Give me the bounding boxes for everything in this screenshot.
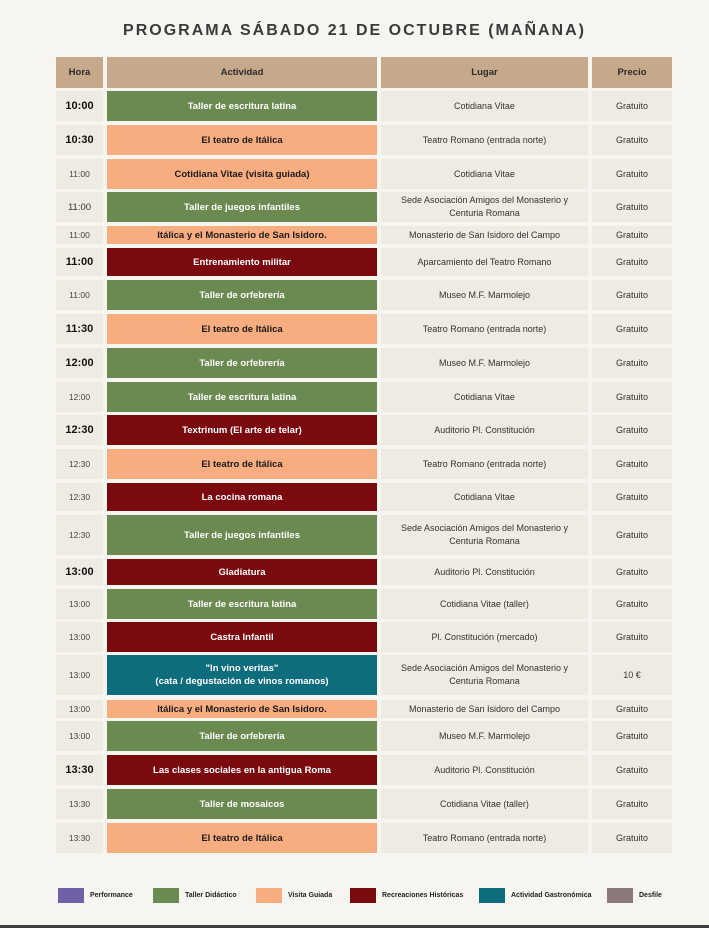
cell-hora: 13:00 (56, 700, 103, 718)
cell-lugar: Sede Asociación Amigos del Monasterio y Centuria Romana (381, 655, 588, 695)
table-row (56, 348, 672, 378)
cell-lugar: Auditorio Pl. Constitución (381, 559, 588, 585)
cell-actividad: Itálica y el Monasterio de San Isidoro. (107, 700, 377, 718)
cell-precio: Gratuito (592, 449, 672, 479)
cell-precio: 10 € (592, 655, 672, 695)
cell-precio: Gratuito (592, 226, 672, 244)
table-row (56, 823, 672, 853)
cell-actividad: Taller de juegos infantiles (107, 192, 377, 222)
legend-swatch (153, 888, 179, 903)
cell-precio: Gratuito (592, 314, 672, 344)
table-row (56, 192, 672, 222)
page-title: PROGRAMA SÁBADO 21 DE OCTUBRE (MAÑANA) (123, 22, 586, 39)
cell-lugar: Teatro Romano (entrada norte) (381, 125, 588, 155)
legend-label: Recreaciones Históricas (382, 891, 464, 899)
legend-swatch (256, 888, 282, 903)
table-row (56, 589, 672, 619)
cell-precio: Gratuito (592, 755, 672, 785)
legend-label: Taller Didáctico (185, 891, 237, 899)
table-row (56, 755, 672, 785)
cell-lugar: Sede Asociación Amigos del Monasterio y Centuria Romana (381, 515, 588, 555)
cell-precio: Gratuito (592, 248, 672, 276)
cell-lugar: Cotidiana Vitae (381, 382, 588, 412)
table-row (56, 449, 672, 479)
cell-precio: Gratuito (592, 622, 672, 652)
cell-precio: Gratuito (592, 721, 672, 751)
cell-lugar: Cotidiana Vitae (taller) (381, 589, 588, 619)
table-row (56, 314, 672, 344)
cell-precio: Gratuito (592, 280, 672, 310)
cell-hora: 13:30 (56, 823, 103, 853)
cell-actividad: Taller de orfebrería (107, 280, 377, 310)
cell-hora: 13:00 (56, 721, 103, 751)
table-row (56, 655, 672, 695)
table-row (56, 280, 672, 310)
header-actividad: Actividad (107, 57, 377, 88)
cell-hora: 10:00 (56, 91, 103, 121)
cell-hora: 13:30 (56, 755, 103, 785)
cell-actividad: Taller de escritura latina (107, 589, 377, 619)
cell-actividad: Cotidiana Vitae (visita guiada) (107, 159, 377, 189)
cell-precio: Gratuito (592, 823, 672, 853)
cell-lugar: Auditorio Pl. Constitución (381, 755, 588, 785)
table-row (56, 700, 672, 718)
cell-hora: 10:30 (56, 125, 103, 155)
cell-precio: Gratuito (592, 348, 672, 378)
cell-lugar: Cotidiana Vitae (taller) (381, 789, 588, 819)
cell-actividad: "In vino veritas" (cata / degustación de vinos romanos) (107, 655, 377, 695)
cell-hora: 11:00 (56, 248, 103, 276)
table-row (56, 622, 672, 652)
cell-lugar: Auditorio Pl. Constitución (381, 415, 588, 445)
legend-label: Actividad Gastronómica (511, 891, 592, 899)
legend-label: Performance (90, 891, 133, 899)
cell-precio: Gratuito (592, 382, 672, 412)
table-row (56, 559, 672, 585)
table-row (56, 382, 672, 412)
legend-label: Desfile (639, 891, 662, 899)
cell-precio: Gratuito (592, 415, 672, 445)
legend-swatch (607, 888, 633, 903)
legend-item-gastro (479, 887, 592, 903)
cell-actividad: Textrinum (El arte de telar) (107, 415, 377, 445)
legend-item-visita (256, 887, 332, 903)
cell-lugar: Museo M.F. Marmolejo (381, 348, 588, 378)
table-row (56, 91, 672, 121)
cell-actividad: Taller de escritura latina (107, 382, 377, 412)
cell-actividad: Itálica y el Monasterio de San Isidoro. (107, 226, 377, 244)
table-row (56, 415, 672, 445)
table-row (56, 159, 672, 189)
cell-lugar: Museo M.F. Marmolejo (381, 721, 588, 751)
cell-actividad: Entrenamiento militar (107, 248, 377, 276)
table-row (56, 515, 672, 555)
cell-lugar: Cotidiana Vitae (381, 91, 588, 121)
cell-actividad: El teatro de Itálica (107, 449, 377, 479)
legend-swatch (479, 888, 505, 903)
table-row (56, 789, 672, 819)
cell-hora: 13:00 (56, 622, 103, 652)
cell-precio: Gratuito (592, 700, 672, 718)
cell-hora: 12:00 (56, 382, 103, 412)
cell-precio: Gratuito (592, 559, 672, 585)
cell-hora: 11:00 (56, 192, 103, 222)
table-row (56, 226, 672, 244)
legend-item-performance (58, 887, 133, 903)
cell-hora: 12:30 (56, 415, 103, 445)
legend-item-taller (153, 887, 237, 903)
cell-precio: Gratuito (592, 589, 672, 619)
cell-actividad: El teatro de Itálica (107, 314, 377, 344)
cell-precio: Gratuito (592, 789, 672, 819)
cell-actividad: El teatro de Itálica (107, 125, 377, 155)
cell-hora: 11:00 (56, 280, 103, 310)
cell-actividad: Gladiatura (107, 559, 377, 585)
cell-hora: 13:00 (56, 559, 103, 585)
cell-lugar: Museo M.F. Marmolejo (381, 280, 588, 310)
header-hora: Hora (56, 57, 103, 88)
cell-hora: 11:30 (56, 314, 103, 344)
legend-item-desfile (607, 887, 662, 903)
table-row (56, 721, 672, 751)
cell-lugar: Cotidiana Vitae (381, 159, 588, 189)
cell-actividad: El teatro de Itálica (107, 823, 377, 853)
legend-item-recreacion (350, 887, 463, 903)
cell-hora: 11:00 (56, 159, 103, 189)
cell-actividad: Taller de orfebrería (107, 721, 377, 751)
legend-swatch (58, 888, 84, 903)
table-row (56, 483, 672, 511)
cell-lugar: Monasterio de San Isidoro del Campo (381, 226, 588, 244)
cell-lugar: Teatro Romano (entrada norte) (381, 314, 588, 344)
cell-hora: 12:30 (56, 449, 103, 479)
cell-hora: 12:30 (56, 515, 103, 555)
legend-swatch (350, 888, 376, 903)
cell-actividad: La cocina romana (107, 483, 377, 511)
cell-precio: Gratuito (592, 125, 672, 155)
cell-lugar: Teatro Romano (entrada norte) (381, 449, 588, 479)
cell-hora: 13:00 (56, 655, 103, 695)
cell-actividad: Taller de orfebrería (107, 348, 377, 378)
legend-label: Visita Guiada (288, 891, 333, 899)
cell-hora: 12:30 (56, 483, 103, 511)
cell-lugar: Monasterio de San Isidoro del Campo (381, 700, 588, 718)
cell-actividad: Las clases sociales en la antigua Roma (107, 755, 377, 785)
table-row (56, 125, 672, 155)
cell-precio: Gratuito (592, 91, 672, 121)
cell-precio: Gratuito (592, 515, 672, 555)
cell-actividad: Taller de mosaicos (107, 789, 377, 819)
cell-actividad: Taller de juegos infantiles (107, 515, 377, 555)
cell-precio: Gratuito (592, 159, 672, 189)
legend (0, 887, 709, 903)
header-lugar: Lugar (381, 57, 588, 88)
table-row (56, 248, 672, 276)
cell-lugar: Sede Asociación Amigos del Monasterio y Centuria Romana (381, 192, 588, 222)
cell-precio: Gratuito (592, 483, 672, 511)
cell-lugar: Cotidiana Vitae (381, 483, 588, 511)
cell-hora: 11:00 (56, 226, 103, 244)
cell-lugar: Teatro Romano (entrada norte) (381, 823, 588, 853)
cell-hora: 12:00 (56, 348, 103, 378)
cell-actividad: Taller de escritura latina (107, 91, 377, 121)
cell-actividad: Castra Infantil (107, 622, 377, 652)
cell-lugar: Pl. Constitución (mercado) (381, 622, 588, 652)
cell-hora: 13:00 (56, 589, 103, 619)
cell-hora: 13:30 (56, 789, 103, 819)
cell-precio: Gratuito (592, 192, 672, 222)
cell-lugar: Aparcamiento del Teatro Romano (381, 248, 588, 276)
header-precio: Precio (592, 57, 672, 88)
